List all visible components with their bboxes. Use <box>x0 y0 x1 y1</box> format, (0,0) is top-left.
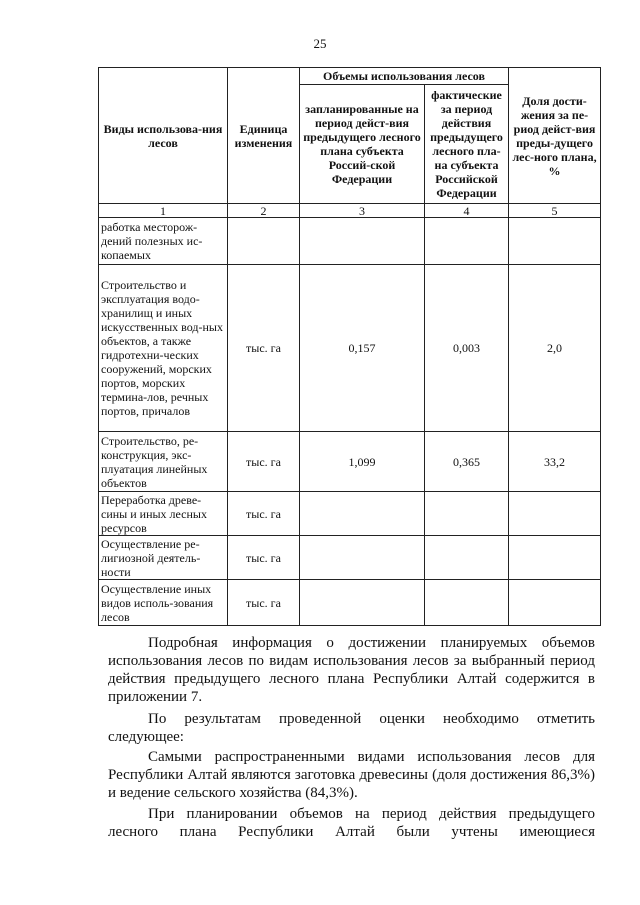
row-planned: 0,157 <box>300 265 425 432</box>
row-actual: 0,365 <box>425 432 509 492</box>
row-actual <box>425 580 509 626</box>
paragraph-common-uses <box>108 748 595 802</box>
row-unit <box>228 218 300 265</box>
paragraph-common-uses-text: Самыми распространенными видами использования лесов для Республики Алтай являются заготовка древесины (доля достижения 86,3%) и ведение сельского хозяйства (84,3%). <box>108 749 595 801</box>
paragraph-assessment <box>108 710 595 746</box>
table-row <box>99 218 601 265</box>
row-actual: 0,003 <box>425 265 509 432</box>
row-kind: Осуществление ре-лигиозной деятель-ности <box>99 536 228 580</box>
row-kind: работка месторож-дений полезных ис-копаемых <box>99 218 228 265</box>
column-number: 3 <box>300 204 425 218</box>
row-kind: Строительство и эксплуатация водо-хранилищ и иных искусственных вод-ных объектов, а также гидротехни-ческих сооружений, морских портов, морских термина-лов, речных портов, причалов <box>99 265 228 432</box>
paragraph-planning-text: При планировании объемов на период действия предыдущего лесного плана Республики Алтай были учтены имеющиеся <box>108 806 595 840</box>
row-planned <box>300 492 425 536</box>
table-row <box>99 536 601 580</box>
forest-use-table <box>98 67 601 626</box>
column-number: 2 <box>228 204 300 218</box>
column-number-row <box>99 204 601 218</box>
row-kind: Осуществление иных видов исполь-зования лесов <box>99 580 228 626</box>
header-unit: Единица изменения <box>228 68 300 204</box>
row-unit: тыс. га <box>228 492 300 536</box>
table-row <box>99 265 601 432</box>
page-number: 25 <box>313 36 327 51</box>
row-share <box>509 218 601 265</box>
row-unit: тыс. га <box>228 265 300 432</box>
row-share: 2,0 <box>509 265 601 432</box>
column-number: 4 <box>425 204 509 218</box>
table-row <box>99 492 601 536</box>
row-planned <box>300 580 425 626</box>
row-share <box>509 536 601 580</box>
paragraph-assessment-text: По результатам проведенной оценки необходимо отметить следующее: <box>108 711 595 745</box>
row-actual <box>425 536 509 580</box>
row-actual <box>425 218 509 265</box>
row-actual <box>425 492 509 536</box>
row-unit: тыс. га <box>228 580 300 626</box>
row-planned: 1,099 <box>300 432 425 492</box>
column-number: 1 <box>99 204 228 218</box>
row-share <box>509 492 601 536</box>
row-kind: Переработка древе-сины и иных лесных ресурсов <box>99 492 228 536</box>
row-planned <box>300 536 425 580</box>
row-unit: тыс. га <box>228 536 300 580</box>
paragraph-planning <box>108 805 595 841</box>
row-share <box>509 580 601 626</box>
row-unit: тыс. га <box>228 432 300 492</box>
table-row <box>99 432 601 492</box>
table-row <box>99 580 601 626</box>
header-actual: фактические за период действия предыдущего лесного пла-на субъекта Российской Федерации <box>425 85 509 204</box>
header-volumes-group: Объемы использования лесов <box>300 68 509 85</box>
row-kind: Строительство, ре-конструкция, экс-плуатация линейных объектов <box>99 432 228 492</box>
header-kind: Виды использова-ния лесов <box>99 68 228 204</box>
header-share: Доля дости-жения за пе-риод дейст-вия преды-дущего лес-ного плана, % <box>509 68 601 204</box>
paragraph-details <box>108 634 595 706</box>
header-planned: запланированные на период дейст-вия предыдущего лесного плана субъекта Россий-ской Федерации <box>300 85 425 204</box>
row-share: 33,2 <box>509 432 601 492</box>
paragraph-details-text: Подробная информация о достижении планируемых объемов использования лесов по видам использования лесов за выбранный период действия предыдущего лесного плана Республики Алтай содержится в приложении 7. <box>108 635 595 705</box>
row-planned <box>300 218 425 265</box>
column-number: 5 <box>509 204 601 218</box>
